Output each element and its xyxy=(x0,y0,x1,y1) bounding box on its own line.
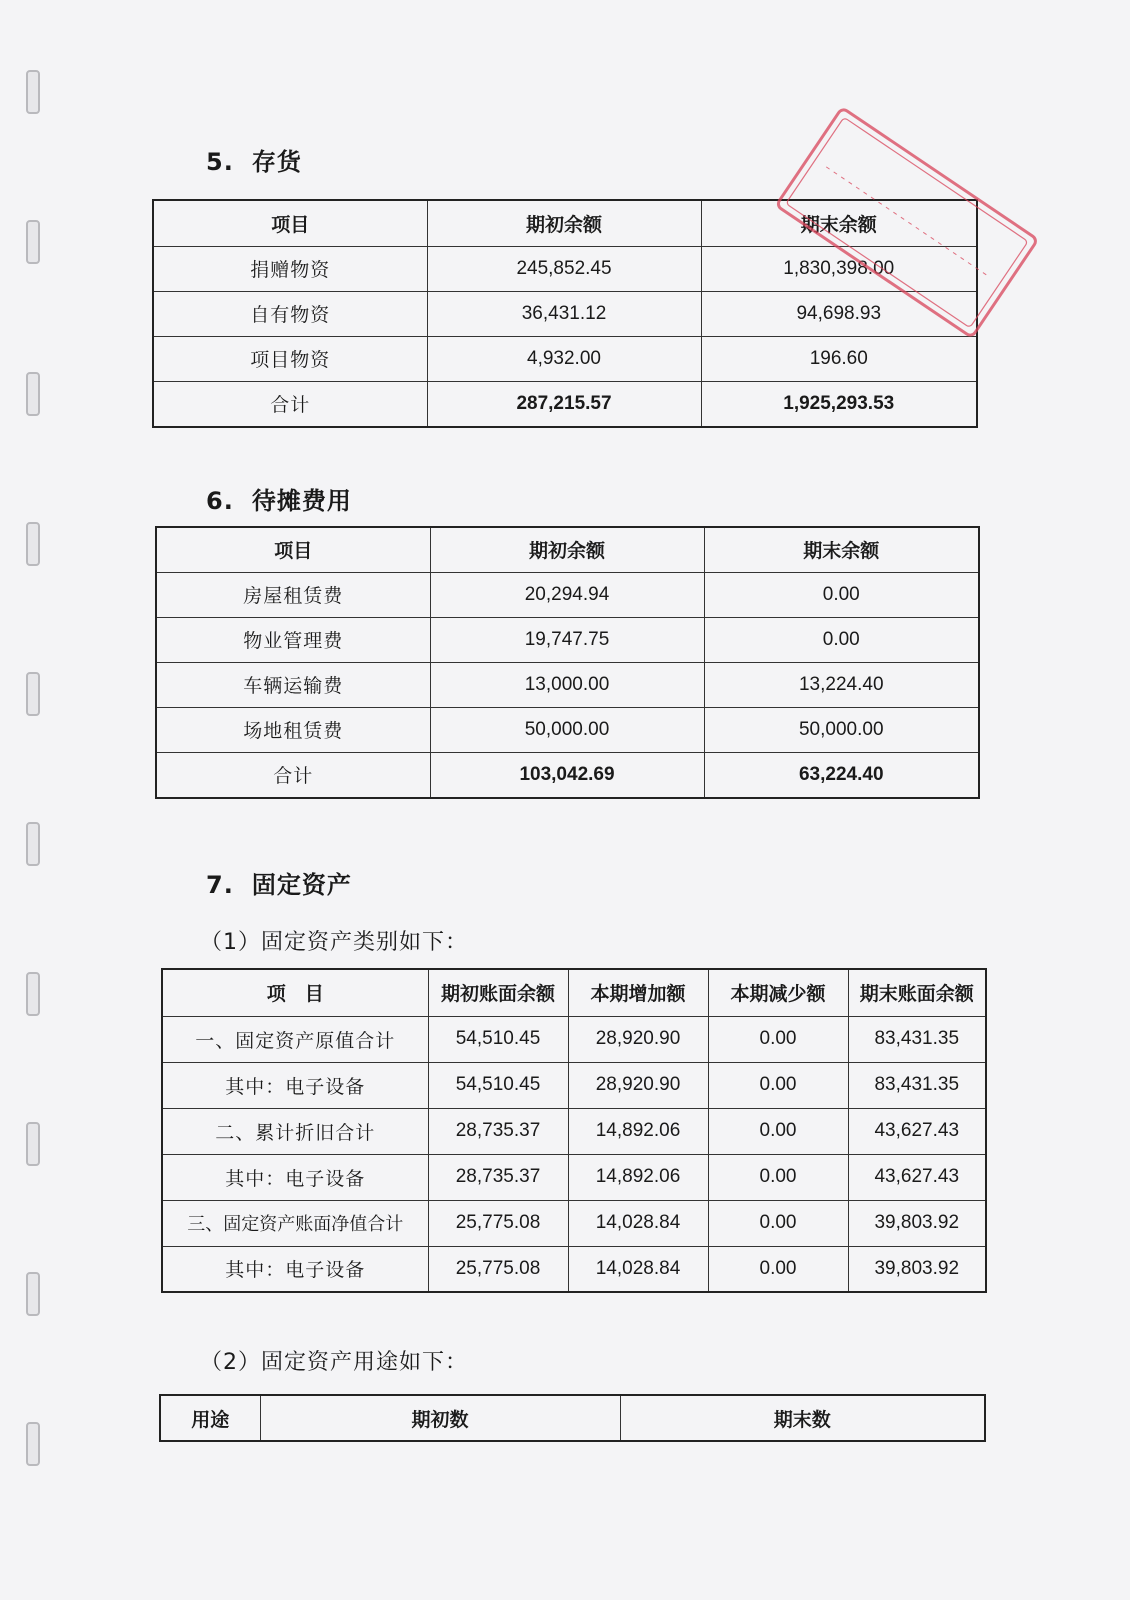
opening-balance: 19,747.75 xyxy=(430,617,704,662)
section-label: 待摊费用 xyxy=(251,487,352,515)
closing-balance: 1,830,398.00 xyxy=(701,246,977,291)
section-number: 7. xyxy=(206,871,234,899)
period-decrease: 0.00 xyxy=(708,1200,848,1246)
binder-hole xyxy=(26,522,40,566)
table-row xyxy=(162,1062,986,1108)
header-cell: 期初数 xyxy=(260,1395,620,1441)
inventory-table xyxy=(152,199,978,428)
table-row xyxy=(162,1108,986,1154)
row-label: 自有物资 xyxy=(153,291,427,336)
section-title-inventory xyxy=(206,142,302,177)
header-cell: 期初账面余额 xyxy=(428,969,568,1016)
binder-hole xyxy=(26,1122,40,1166)
section-title-prepaid xyxy=(206,481,352,516)
header-cell: 期初余额 xyxy=(430,527,704,572)
opening-book-balance: 54,510.45 xyxy=(428,1062,568,1108)
period-decrease: 0.00 xyxy=(708,1246,848,1292)
opening-balance: 13,000.00 xyxy=(430,662,704,707)
binder-hole xyxy=(26,220,40,264)
header-cell: 项目 xyxy=(156,527,430,572)
section-label: 存货 xyxy=(251,148,302,176)
closing-book-balance: 39,803.92 xyxy=(848,1200,986,1246)
total-row xyxy=(153,381,977,427)
period-increase: 14,892.06 xyxy=(568,1108,708,1154)
header-cell: 期末余额 xyxy=(701,200,977,246)
header-cell: 本期减少额 xyxy=(708,969,848,1016)
binder-hole xyxy=(26,972,40,1016)
total-row xyxy=(156,752,979,798)
period-increase: 14,028.84 xyxy=(568,1246,708,1292)
prepaid-table xyxy=(155,526,980,799)
total-opening: 103,042.69 xyxy=(430,752,704,798)
opening-balance: 36,431.12 xyxy=(427,291,701,336)
opening-book-balance: 28,735.37 xyxy=(428,1108,568,1154)
closing-book-balance: 43,627.43 xyxy=(848,1108,986,1154)
table-row xyxy=(156,662,979,707)
table-row xyxy=(162,1154,986,1200)
binder-hole xyxy=(26,372,40,416)
binder-hole xyxy=(26,1422,40,1466)
period-increase: 14,028.84 xyxy=(568,1200,708,1246)
closing-balance: 94,698.93 xyxy=(701,291,977,336)
period-increase: 14,892.06 xyxy=(568,1154,708,1200)
closing-balance: 13,224.40 xyxy=(704,662,979,707)
period-decrease: 0.00 xyxy=(708,1016,848,1062)
section-label: 固定资产 xyxy=(251,871,352,899)
opening-book-balance: 25,775.08 xyxy=(428,1200,568,1246)
closing-book-balance: 39,803.92 xyxy=(848,1246,986,1292)
binder-hole xyxy=(26,70,40,114)
header-cell: 期末数 xyxy=(620,1395,985,1441)
row-label: 三、固定资产账面净值合计 xyxy=(162,1200,428,1246)
fixed-assets-usage-caption: （2）固定资产用途如下： xyxy=(200,1350,468,1375)
header-cell: 期末余额 xyxy=(704,527,979,572)
period-decrease: 0.00 xyxy=(708,1062,848,1108)
section-title-fixed-assets xyxy=(206,865,352,900)
row-label: 其中：电子设备 xyxy=(162,1062,428,1108)
header-cell: 期末账面余额 xyxy=(848,969,986,1016)
opening-book-balance: 54,510.45 xyxy=(428,1016,568,1062)
table-row xyxy=(153,336,977,381)
table-row xyxy=(156,707,979,752)
opening-balance: 50,000.00 xyxy=(430,707,704,752)
closing-balance: 0.00 xyxy=(704,617,979,662)
row-label: 物业管理费 xyxy=(156,617,430,662)
closing-book-balance: 43,627.43 xyxy=(848,1154,986,1200)
opening-book-balance: 25,775.08 xyxy=(428,1246,568,1292)
table-row xyxy=(156,572,979,617)
opening-balance: 20,294.94 xyxy=(430,572,704,617)
opening-balance: 4,932.00 xyxy=(427,336,701,381)
period-increase: 28,920.90 xyxy=(568,1016,708,1062)
section-number: 6. xyxy=(206,487,234,515)
table-row xyxy=(153,291,977,336)
row-label: 其中：电子设备 xyxy=(162,1154,428,1200)
row-label: 其中：电子设备 xyxy=(162,1246,428,1292)
row-label: 车辆运输费 xyxy=(156,662,430,707)
opening-book-balance: 28,735.37 xyxy=(428,1154,568,1200)
total-label: 合计 xyxy=(153,381,427,427)
header-cell: 用途 xyxy=(160,1395,260,1441)
section-number: 5. xyxy=(206,148,234,176)
closing-book-balance: 83,431.35 xyxy=(848,1062,986,1108)
row-label: 项目物资 xyxy=(153,336,427,381)
binder-hole xyxy=(26,1272,40,1316)
row-label: 场地租赁费 xyxy=(156,707,430,752)
fixed-assets-category-caption: （1）固定资产类别如下： xyxy=(200,930,468,955)
header-cell: 本期增加额 xyxy=(568,969,708,1016)
binder-hole xyxy=(26,672,40,716)
period-decrease: 0.00 xyxy=(708,1108,848,1154)
row-label: 二、累计折旧合计 xyxy=(162,1108,428,1154)
table-row xyxy=(162,1200,986,1246)
header-cell: 项目 xyxy=(153,200,427,246)
header-cell: 项 目 xyxy=(162,969,428,1016)
total-closing: 63,224.40 xyxy=(704,752,979,798)
table-row xyxy=(153,246,977,291)
table-row xyxy=(162,1246,986,1292)
fixed-assets-category-table xyxy=(161,968,987,1293)
closing-balance: 50,000.00 xyxy=(704,707,979,752)
fixed-assets-usage-table xyxy=(159,1394,986,1442)
header-cell: 期初余额 xyxy=(427,200,701,246)
closing-balance: 196.60 xyxy=(701,336,977,381)
closing-balance: 0.00 xyxy=(704,572,979,617)
period-increase: 28,920.90 xyxy=(568,1062,708,1108)
binder-hole xyxy=(26,822,40,866)
row-label: 房屋租赁费 xyxy=(156,572,430,617)
row-label: 捐赠物资 xyxy=(153,246,427,291)
total-closing: 1,925,293.53 xyxy=(701,381,977,427)
period-decrease: 0.00 xyxy=(708,1154,848,1200)
closing-book-balance: 83,431.35 xyxy=(848,1016,986,1062)
total-label: 合计 xyxy=(156,752,430,798)
table-row xyxy=(162,1016,986,1062)
total-opening: 287,215.57 xyxy=(427,381,701,427)
opening-balance: 245,852.45 xyxy=(427,246,701,291)
row-label: 一、固定资产原值合计 xyxy=(162,1016,428,1062)
table-row xyxy=(156,617,979,662)
